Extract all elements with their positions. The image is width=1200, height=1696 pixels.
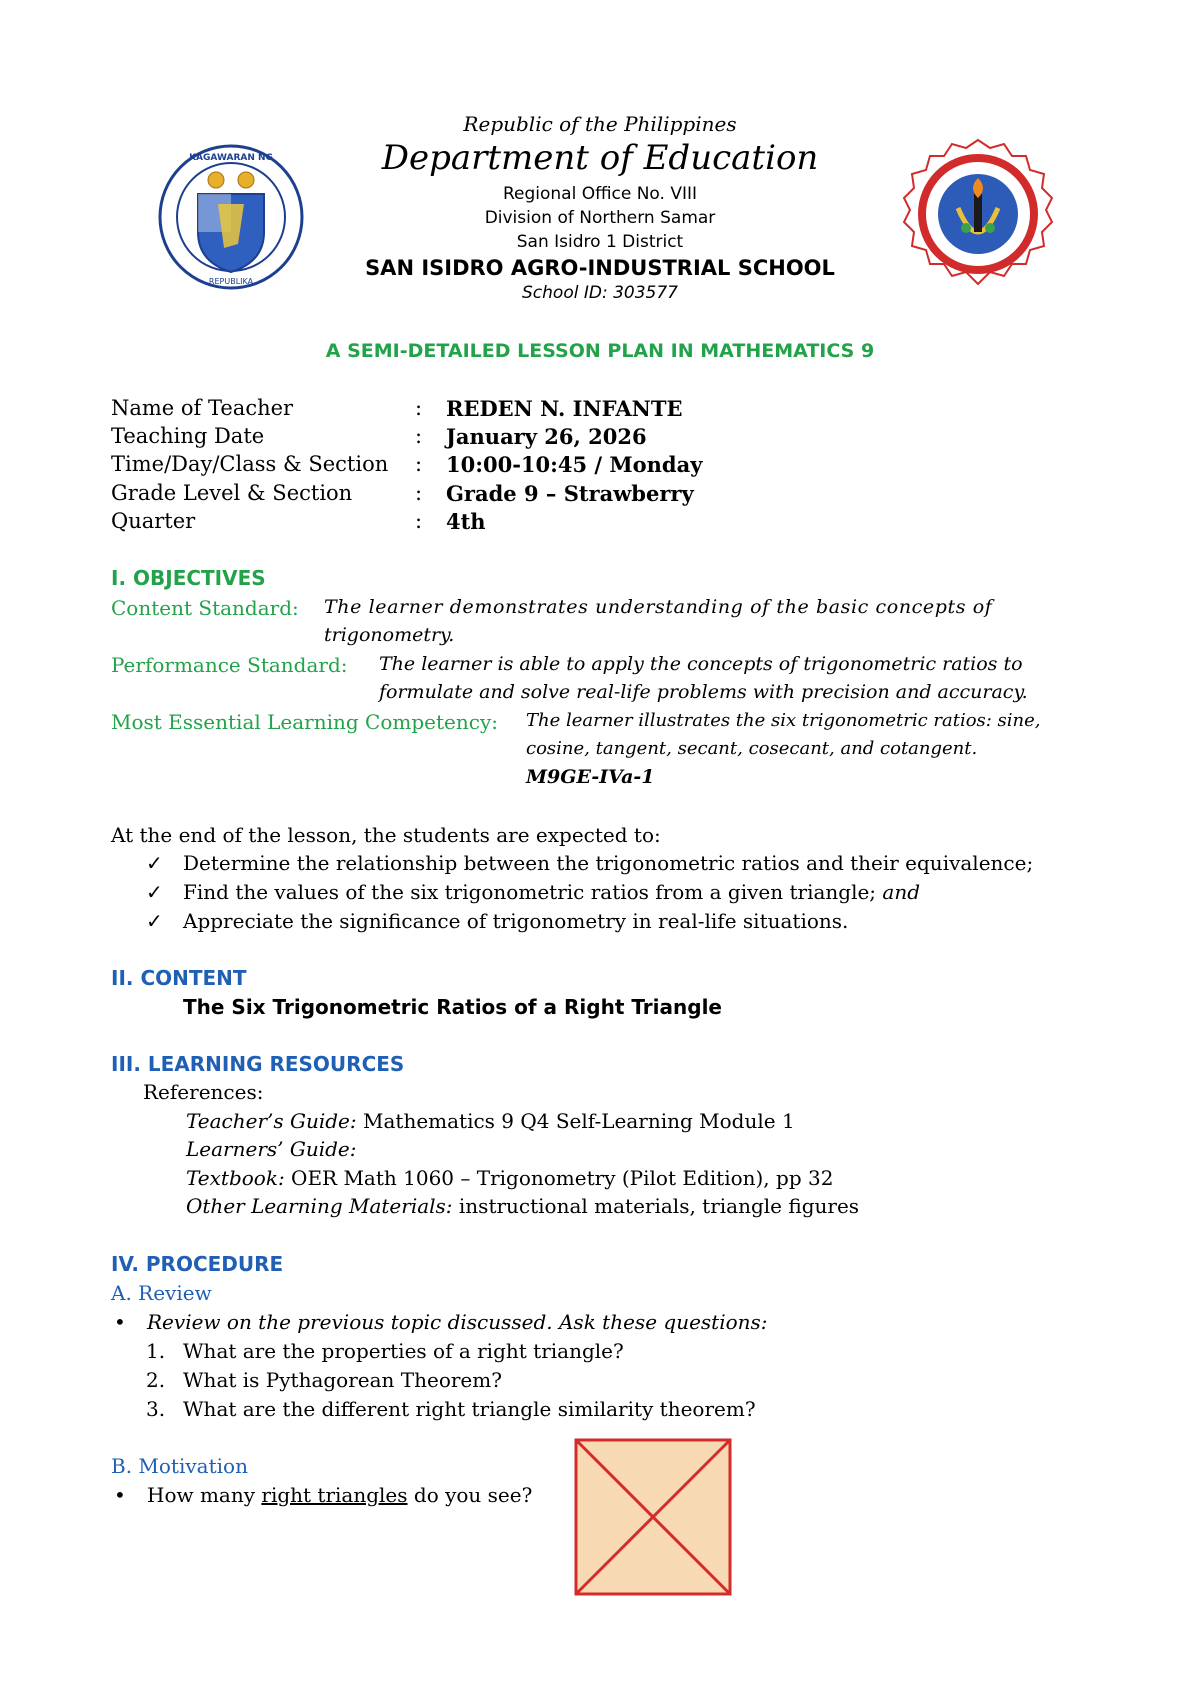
question-number: 2. — [146, 1368, 166, 1392]
info-value: 10:00-10:45 / Monday — [446, 452, 703, 477]
teachers-guide: Teacher’s Guide: Mathematics 9 Q4 Self-Learning Module 1 — [186, 1109, 795, 1133]
performance-standard-label: Performance Standard: — [111, 653, 348, 677]
procedure-heading: IV. PROCEDURE — [111, 1252, 284, 1276]
melc-code: M9GE-IVa-1 — [526, 766, 655, 788]
performance-standard-text: formulate and solve real-life problems with precision and accuracy. — [379, 681, 1028, 703]
svg-text:REPUBLIKA: REPUBLIKA — [208, 277, 254, 286]
check-icon: ✓ — [146, 851, 163, 875]
info-value: Grade 9 – Strawberry — [446, 481, 694, 506]
performance-standard-text: The learner is able to apply the concepts of trigonometric ratios to — [379, 653, 1023, 675]
svg-text:KAGAWARAN NG: KAGAWARAN NG — [189, 153, 273, 163]
other-materials: Other Learning Materials: instructional materials, triangle figures — [186, 1194, 860, 1218]
info-label: Grade Level & Section — [111, 481, 353, 505]
melc-text: cosine, tangent, secant, cosecant, and cotangent. — [526, 738, 978, 759]
info-colon: : — [415, 396, 423, 420]
content-standard-text: The learner demonstrates understanding of the basic concepts of — [324, 596, 993, 618]
bullet-icon: • — [114, 1483, 126, 1507]
info-value: 4th — [446, 509, 486, 534]
school-id: School ID: 303577 — [522, 283, 678, 303]
district: San Isidro 1 District — [516, 232, 684, 252]
review-intro: Review on the previous topic discussed. Ask these questions: — [147, 1310, 768, 1334]
deped-seal — [158, 144, 304, 290]
content-standard-label: Content Standard: — [111, 596, 299, 620]
objective-item: Appreciate the significance of trigonometry in real-life situations. — [183, 909, 849, 933]
references-label: References: — [143, 1080, 264, 1104]
textbook: Textbook: OER Math 1060 – Trigonometry (Pilot Edition), pp 32 — [186, 1166, 834, 1190]
info-value: January 26, 2026 — [446, 424, 647, 449]
objectives-heading: I. OBJECTIVES — [111, 566, 266, 590]
info-value: REDEN N. INFANTE — [446, 396, 683, 421]
check-icon: ✓ — [146, 880, 163, 904]
review-question: What is Pythagorean Theorem? — [183, 1368, 502, 1392]
school-name: SAN ISIDRO AGRO-INDUSTRIAL SCHOOL — [365, 256, 835, 280]
objective-item: Determine the relationship between the trigonometric ratios and their equivalence; — [183, 851, 1034, 875]
content-standard-text: trigonometry. — [324, 624, 455, 646]
regional-office: Regional Office No. VIII — [502, 184, 698, 204]
department-name: Department of Education — [381, 138, 819, 178]
info-colon: : — [415, 481, 423, 505]
info-label: Quarter — [111, 509, 196, 533]
content-topic: The Six Trigonometric Ratios of a Right Triangle — [183, 995, 722, 1019]
motivation-heading: B. Motivation — [111, 1454, 248, 1478]
info-colon: : — [415, 452, 423, 476]
triangles-figure — [574, 1438, 732, 1596]
objective-item: Find the values of the six trigonometric ratios from a given triangle; and — [183, 880, 921, 904]
question-number: 1. — [146, 1339, 166, 1363]
deped-seal-icon — [158, 144, 304, 290]
learners-guide: Learners’ Guide: — [186, 1137, 357, 1161]
lesson-plan-title: A SEMI-DETAILED LESSON PLAN IN MATHEMATICS 9 — [325, 340, 875, 362]
review-heading: A. Review — [111, 1281, 212, 1305]
bullet-icon: • — [114, 1310, 126, 1334]
info-label: Teaching Date — [111, 424, 265, 448]
school-logo-icon — [902, 138, 1054, 290]
square-with-diagonals-icon — [574, 1438, 732, 1596]
resources-heading: III. LEARNING RESOURCES — [111, 1052, 405, 1076]
info-label: Time/Day/Class & Section — [111, 452, 389, 476]
review-question: What are the different right triangle similarity theorem? — [183, 1397, 756, 1421]
division: Division of Northern Samar — [484, 208, 716, 228]
republic-line: Republic of the Philippines — [463, 112, 737, 136]
content-heading: II. CONTENT — [111, 966, 247, 990]
info-colon: : — [415, 424, 423, 448]
question-number: 3. — [146, 1397, 166, 1421]
info-label: Name of Teacher — [111, 396, 294, 420]
melc-label: Most Essential Learning Competency: — [111, 710, 498, 734]
school-logo — [902, 138, 1054, 290]
info-colon: : — [415, 509, 423, 533]
melc-text: The learner illustrates the six trigonometric ratios: sine, — [526, 710, 1041, 731]
review-question: What are the properties of a right triangle? — [183, 1339, 624, 1363]
objectives-intro: At the end of the lesson, the students are expected to: — [111, 823, 661, 847]
motivation-question: How many right triangles do you see? — [147, 1483, 533, 1507]
check-icon: ✓ — [146, 909, 163, 933]
